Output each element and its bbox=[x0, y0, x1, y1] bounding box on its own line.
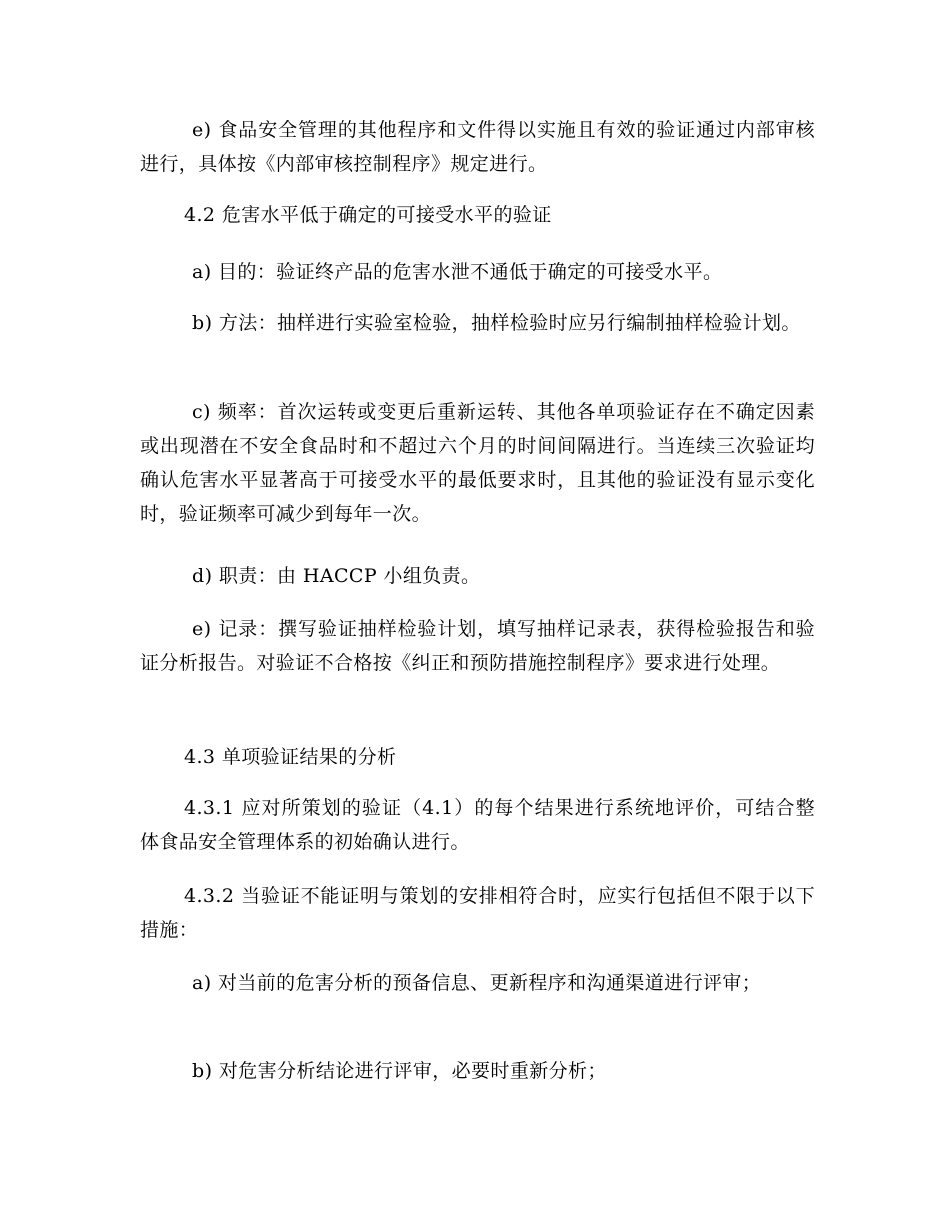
paragraph-internal-audit: e) 食品安全管理的其他程序和文件得以实施且有效的验证通过内部审核进行，具体按《内部审核控制程序》规定进行。 bbox=[140, 119, 815, 175]
paragraph-4-3-2: 4.3.2 当验证不能证明与策划的安排相符合时，应实行包括但不限于以下措施： bbox=[140, 885, 815, 941]
section-heading-4-3: 4.3 单项验证结果的分析 bbox=[184, 746, 397, 768]
paragraph-purpose: a) 目的：验证终产品的危害水泄不通低于确定的可接受水平。 bbox=[192, 261, 723, 283]
paragraph-method: b) 方法：抽样进行实验室检验，抽样检验时应另行编制抽样检验计划。 bbox=[192, 312, 801, 334]
paragraph-4-3-1: 4.3.1 应对所策划的验证（4.1）的每个结果进行系统地评价，可结合整体食品安全管理体系的初始确认进行。 bbox=[140, 797, 815, 853]
paragraph-responsibility: d) 职责：由 HACCP 小组负责。 bbox=[192, 565, 481, 587]
paragraph-measure-b: b) 对危害分析结论进行评审，必要时重新分析； bbox=[192, 1060, 607, 1082]
paragraph-frequency: c) 频率：首次运转或变更后重新运转、其他各单项验证存在不确定因素或出现潜在不安全食品时和不超过六个月的时间间隔进行。当连续三次验证均确认危害水平显著高于可接受水平的最低要求时，且其他的验证没有显示变化时，验证频率可减少到每年一次。 bbox=[140, 401, 815, 525]
paragraph-records: e) 记录：撰写验证抽样检验计划，填写抽样记录表，获得检验报告和验证分析报告。对验证不合格按《纠正和预防措施控制程序》要求进行处理。 bbox=[140, 618, 815, 674]
paragraph-measure-a: a) 对当前的危害分析的预备信息、更新程序和沟通渠道进行评审； bbox=[192, 972, 762, 994]
section-heading-4-2: 4.2 危害水平低于确定的可接受水平的验证 bbox=[184, 204, 552, 226]
